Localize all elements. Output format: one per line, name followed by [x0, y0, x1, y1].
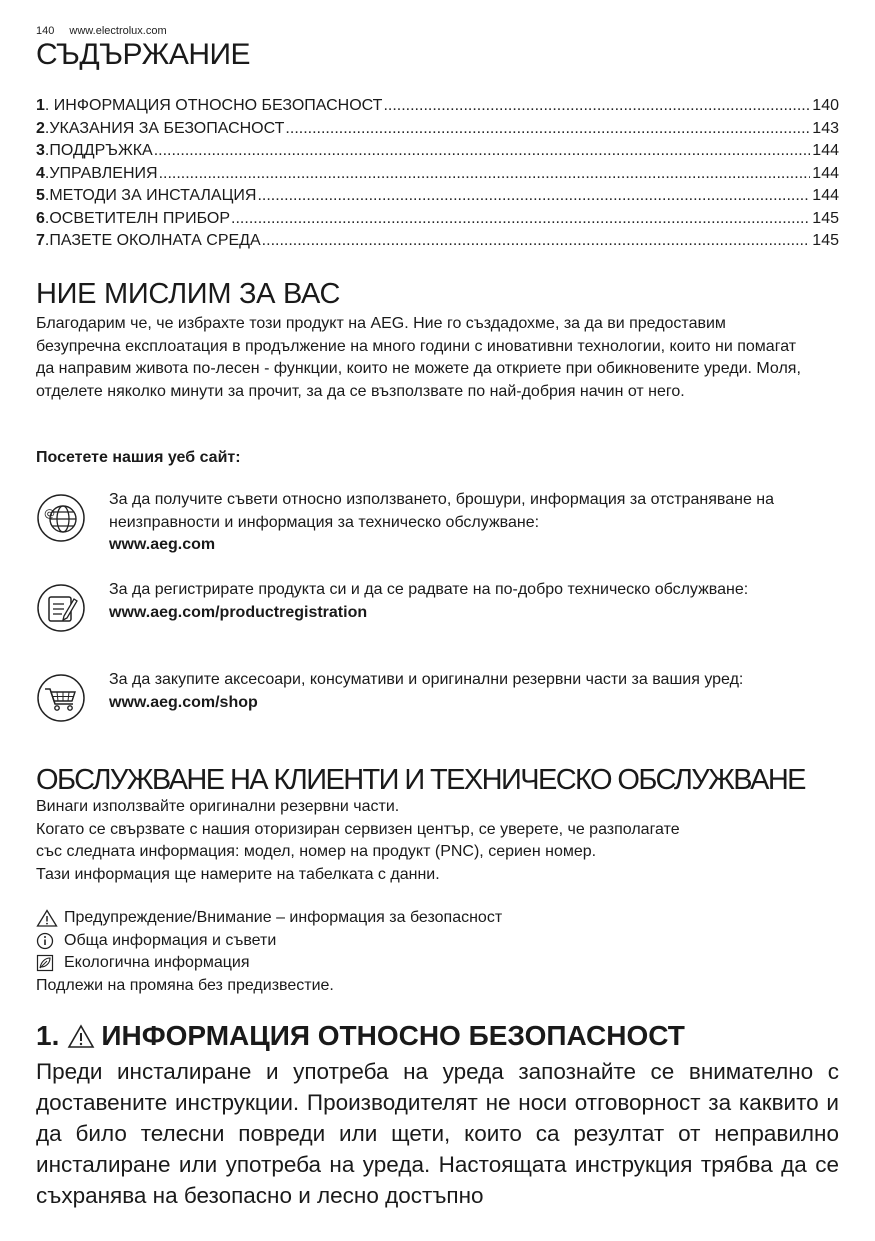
table-of-contents: [36, 95, 839, 253]
leaf-icon: [36, 954, 58, 972]
toc-entry[interactable]: 7 .ПАЗЕТЕ ОКОЛНАТА СРЕДА ..... 145: [36, 230, 839, 253]
visit-website-label: Посетете нашия уеб сайт:: [36, 449, 241, 466]
toc-entry[interactable]: 6 .ОСВЕТИТЕЛН ПРИБОР ..... 145: [36, 208, 839, 231]
warning-icon: [67, 1023, 95, 1049]
registration-info-text: За да регистрирате продукта си и да се радвате на по-добро техническо обслужване: www.aeg.com/productregistration: [109, 579, 809, 624]
customer-service-text: Винаги използвайте оригинални резервни части. Когато се свързвате с нашия оторизиран сервизен център, се уверете, че разполагате със следната информация: модел, номер на продукт (PNC), сериен номер. Тази информация ще намерите на табелката с данни.: [36, 798, 680, 883]
shop-info-item: [36, 669, 839, 739]
website-info-text: За да получите съвети относно използването, брошури, информация за отстраняване на неизправности и информация за техническо обслужване: www.aeg.com: [109, 489, 809, 557]
change-notice: Подлежи на промяна без предизвестие.: [36, 976, 334, 994]
contents-title: СЪДЪРЖАНИЕ: [36, 38, 251, 71]
page-header: [36, 25, 167, 37]
aeg-website-link[interactable]: www.aeg.com: [109, 536, 216, 553]
toc-entry[interactable]: 2 .УКАЗАНИЯ ЗА БЕЗОПАСНОСТ ..... 143: [36, 118, 839, 141]
customer-service-heading: ОБСЛУЖВАНЕ НА КЛИЕНТИ И ТЕХНИЧЕСКО ОБСЛУЖВАНЕ: [36, 764, 805, 796]
toc-entry[interactable]: 1 . ИНФОРМАЦИЯ ОТНОСНО БЕЗОПАСНОСТ ..... 140: [36, 95, 839, 118]
globe-icon: [36, 493, 86, 543]
safety-section-heading: [36, 1020, 685, 1052]
shop-info-text: За да закупите аксесоари, консумативи и оригинални резервни части за вашия уред: www.aeg.com/shop: [109, 669, 809, 714]
toc-entry[interactable]: 5 .МЕТОДИ ЗА ИНСТАЛАЦИЯ ..... 144: [36, 185, 839, 208]
product-registration-link[interactable]: www.aeg.com/productregistration: [109, 603, 368, 621]
info-icon: [36, 932, 58, 950]
shop-link[interactable]: www.aeg.com/shop: [109, 693, 258, 711]
intro-paragraph: Благодарим че, че избрахте този продукт на AEG. Ние го създадохме, за да ви предоставим безупречна експлоатация в продължение на много години с иновативни технологии, които ни помагат да направим живота по-лесен - функции, които не можете да откриете при обикновените уреди. Моля, отделете няколко минути за прочит, за да се възползвате по най-добрия начин от него.: [36, 315, 801, 400]
safety-paragraph: Преди инсталиране и употреба на уреда запознайте се внимателно с доставените инструкции. Производителят не носи отговорност за каквито и да било телесни повреди или щети, които са резултат от неправилно инсталиране или употреба на уреда. Настоящата инструкция трябва да се съхранява на безопасно и лесно достъпно: [36, 1059, 839, 1208]
legend-item: Предупреждение/Внимание – информация за безопасност: [36, 907, 502, 930]
toc-entry[interactable]: 3 .ПОДДРЪЖКА ..... 144: [36, 140, 839, 163]
page-number: 140: [36, 25, 55, 37]
website-url: www.electrolux.com: [69, 25, 167, 37]
svg-text:@: @: [44, 507, 55, 520]
symbol-legend: [36, 907, 502, 997]
legend-item: Обща информация и съвети: [36, 930, 502, 953]
registration-info-item: [36, 579, 839, 649]
toc-entry[interactable]: 4 .УПРАВЛЕНИЯ ..... 144: [36, 163, 839, 186]
we-think-heading: НИЕ МИСЛИМ ЗА ВАС: [36, 278, 341, 310]
website-info-item: [36, 489, 839, 559]
shopping-cart-icon: [36, 673, 86, 723]
registration-icon: [36, 583, 86, 633]
section-number: 1.: [36, 1020, 60, 1051]
legend-item: Екологична информация: [36, 952, 502, 975]
warning-icon: [36, 909, 58, 927]
section-title: ИНФОРМАЦИЯ ОТНОСНО БЕЗОПАСНОСТ: [101, 1020, 685, 1051]
